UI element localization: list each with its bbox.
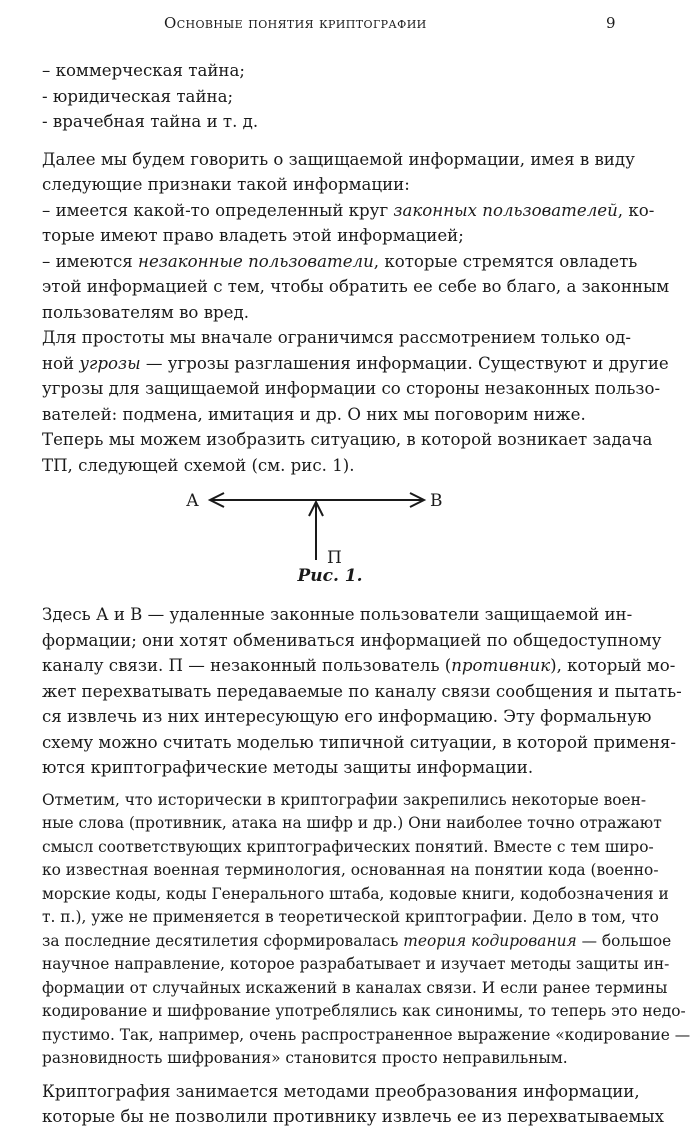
label-p: П	[327, 548, 342, 568]
text-line: – имеются незаконные пользователи, которые стремятся овладеть	[42, 251, 638, 271]
text-line: жет перехватывать передаваемые по каналу связи сообщения и пытать-	[42, 681, 682, 701]
page-header	[0, 14, 630, 38]
text-line: вателей: подмена, имитация и др. О них мы поговорим ниже.	[42, 404, 586, 424]
text-line: – имеется какой-то определенный круг законных пользователей, ко-	[42, 200, 655, 220]
text-line: ные слова (противник, атака на шифр и др.) Они наиболее точно отражают	[42, 814, 662, 832]
list-item: - врачебная тайна и т. д.	[42, 112, 259, 131]
running-title: Основные понятия криптографии	[164, 14, 427, 32]
text-line: Для простоты мы вначале ограничимся рассмотрением только од-	[42, 328, 631, 347]
text-line: формации от случайных искажений в каналах связи. И если ранее термины	[42, 978, 668, 997]
text-line: Отметим, что исторически в криптографии закрепились некоторые воен-	[42, 790, 647, 809]
text-line: ся извлечь из них интересующую его информацию. Эту формальную	[42, 707, 652, 726]
figure-caption: Рис. 1.	[297, 566, 363, 586]
text-line: научное направление, которое разрабатывает и изучает методы защиты ин-	[42, 955, 670, 973]
figure-1	[42, 478, 618, 596]
text-line: каналу связи. П — незаконный пользователь (противник), который мо-	[42, 656, 676, 675]
text-line: пользователям во вред.	[42, 302, 249, 322]
italic-term: противник	[451, 656, 551, 675]
page-body	[42, 58, 690, 1130]
text-line: кодирование и шифрование употреблялись как синонимы, то теперь это недо-	[42, 1002, 686, 1020]
text-line: морские коды, коды Генерального штаба, кодовые книги, кодобозначения и	[42, 884, 669, 903]
list-item: – коммерческая тайна;	[42, 61, 245, 80]
text-line: ются криптографические методы защиты информации.	[42, 758, 534, 777]
label-b: В	[430, 491, 443, 511]
text-line: схему можно считать моделью типичной ситуации, в которой применя-	[42, 732, 676, 752]
text-line: формации; они хотят обмениваться информацией по общедоступному	[42, 630, 662, 650]
text-line: за последние десятилетия сформировалась теория кодирования — большое	[42, 931, 672, 950]
text-line: смысл соответствующих криптографических понятий. Вместе с тем широ-	[42, 837, 654, 856]
italic-term: незаконные пользователи	[138, 251, 374, 271]
text-line: т. п.), уже не применяется в теоретической криптографии. Дело в том, что	[42, 908, 659, 926]
text-line: Теперь мы можем изобразить ситуацию, в которой возникает задача	[42, 430, 653, 449]
text-line: которые бы не позволили противнику извлечь ее из перехватываемых	[42, 1107, 664, 1126]
text-line: Криптография занимается методами преобразования информации,	[42, 1081, 640, 1101]
text-line: Далее мы будем говорить о защищаемой информации, имея в виду	[42, 149, 635, 169]
italic-term: угрозы	[79, 353, 141, 373]
text-line: угрозы для защищаемой информации со стороны незаконных пользо-	[42, 379, 661, 398]
text-line: этой информацией с тем, чтобы обратить ее себе во благо, а законным	[42, 277, 670, 296]
page-number: 9	[606, 14, 616, 32]
italic-term: законных пользователей	[393, 200, 618, 220]
italic-term: теория кодирования	[403, 931, 577, 950]
text-line: пустимо. Так, например, очень распространенное выражение «кодирование —	[42, 1025, 690, 1044]
text-line: торые имеют право владеть этой информацией;	[42, 226, 464, 245]
text-line: разновидность шифрования» становится просто неправильным.	[42, 1049, 568, 1067]
text-line: Здесь А и В — удаленные законные пользователи защищаемой ин-	[42, 605, 633, 624]
channel-diagram	[42, 478, 618, 568]
text-line: ТП, следующей схемой (см. рис. 1).	[42, 455, 355, 475]
list-item: - юридическая тайна;	[42, 86, 234, 106]
text-line: ной угрозы — угрозы разглашения информации. Существуют и другие	[42, 353, 669, 373]
label-a: А	[186, 491, 199, 511]
text-line: ко известная военная терминология, основанная на понятии кода (военно-	[42, 861, 659, 879]
text-line: следующие признаки такой информации:	[42, 175, 410, 194]
note-paragraph	[42, 789, 690, 1071]
